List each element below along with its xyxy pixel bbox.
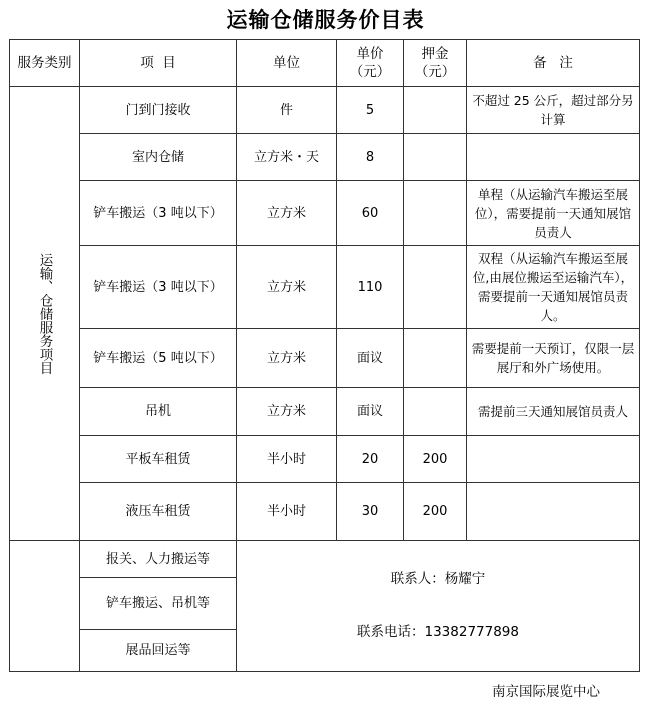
row-remarks: 需要提前一天预订，仅限一层展厅和外广场使用。 bbox=[467, 329, 640, 388]
table-row bbox=[10, 134, 640, 181]
table-row bbox=[10, 436, 640, 483]
table-row bbox=[10, 483, 640, 541]
row-item: 铲车搬运（3 吨以下） bbox=[80, 181, 237, 246]
header-category: 服务类别 bbox=[10, 40, 80, 87]
footer-organization: 南京国际展览中心 bbox=[492, 684, 600, 700]
row-remarks bbox=[467, 436, 640, 483]
row-remarks: 不超过 25 公斤，超过部分另计算 bbox=[467, 87, 640, 134]
table-row bbox=[10, 87, 640, 134]
row-deposit bbox=[404, 329, 467, 388]
row-remarks bbox=[467, 134, 640, 181]
row-price: 30 bbox=[337, 483, 404, 541]
row-unit: 立方米 bbox=[237, 181, 337, 246]
extra-item: 展品回运等 bbox=[80, 630, 237, 672]
row-price: 60 bbox=[337, 181, 404, 246]
category-cell bbox=[10, 87, 80, 541]
table-row bbox=[10, 181, 640, 246]
row-item: 铲车搬运（3 吨以下） bbox=[80, 246, 237, 329]
row-item: 门到门接收 bbox=[80, 87, 237, 134]
empty-cell bbox=[10, 578, 80, 630]
row-unit: 立方米 bbox=[237, 329, 337, 388]
row-deposit: 200 bbox=[404, 483, 467, 541]
header-unit: 单位 bbox=[237, 40, 337, 87]
row-price: 110 bbox=[337, 246, 404, 329]
row-unit: 件 bbox=[237, 87, 337, 134]
row-remarks bbox=[467, 483, 640, 541]
row-price: 5 bbox=[337, 87, 404, 134]
extra-item: 铲车搬运、吊机等 bbox=[80, 578, 237, 630]
header-deposit: 押金（元） bbox=[404, 40, 467, 87]
row-unit: 立方米 bbox=[237, 246, 337, 329]
table-row bbox=[10, 388, 640, 436]
row-item: 室内仓储 bbox=[80, 134, 237, 181]
row-price: 8 bbox=[337, 134, 404, 181]
header-row bbox=[10, 40, 640, 87]
row-price: 20 bbox=[337, 436, 404, 483]
row-unit: 半小时 bbox=[237, 436, 337, 483]
row-remarks: 双程（从运输汽车搬运至展位,由展位搬运至运输汽车），需要提前一天通知展馆员责人。 bbox=[467, 246, 640, 329]
category-label: 运输、仓储服务项目 bbox=[36, 252, 53, 375]
row-deposit bbox=[404, 388, 467, 436]
row-item: 液压车租赁 bbox=[80, 483, 237, 541]
row-unit: 半小时 bbox=[237, 483, 337, 541]
row-price: 面议 bbox=[337, 388, 404, 436]
header-price: 单价（元） bbox=[337, 40, 404, 87]
table-row bbox=[10, 329, 640, 388]
empty-cell bbox=[10, 541, 80, 578]
price-table bbox=[9, 39, 640, 672]
page-title: 运输仓储服务价目表 bbox=[226, 7, 425, 32]
extra-row bbox=[10, 541, 640, 578]
row-item: 平板车租赁 bbox=[80, 436, 237, 483]
row-deposit bbox=[404, 87, 467, 134]
row-item: 吊机 bbox=[80, 388, 237, 436]
extra-item: 报关、人力搬运等 bbox=[80, 541, 237, 578]
contact-phone: 联系电话：13382777898 bbox=[357, 624, 519, 640]
row-deposit bbox=[404, 181, 467, 246]
header-remarks: 备 注 bbox=[467, 40, 640, 87]
header-item: 项 目 bbox=[80, 40, 237, 87]
row-deposit: 200 bbox=[404, 436, 467, 483]
empty-cell bbox=[10, 630, 80, 672]
row-remarks: 单程（从运输汽车搬运至展位），需要提前一天通知展馆员责人 bbox=[467, 181, 640, 246]
row-unit: 立方米・天 bbox=[237, 134, 337, 181]
row-unit: 立方米 bbox=[237, 388, 337, 436]
row-deposit bbox=[404, 246, 467, 329]
row-item: 铲车搬运（5 吨以下） bbox=[80, 329, 237, 388]
row-deposit bbox=[404, 134, 467, 181]
row-remarks: 需提前三天通知展馆员责人 bbox=[467, 388, 640, 436]
table-row bbox=[10, 246, 640, 329]
row-price: 面议 bbox=[337, 329, 404, 388]
contact-cell bbox=[237, 541, 640, 672]
contact-person: 联系人：杨耀宁 bbox=[390, 571, 486, 587]
